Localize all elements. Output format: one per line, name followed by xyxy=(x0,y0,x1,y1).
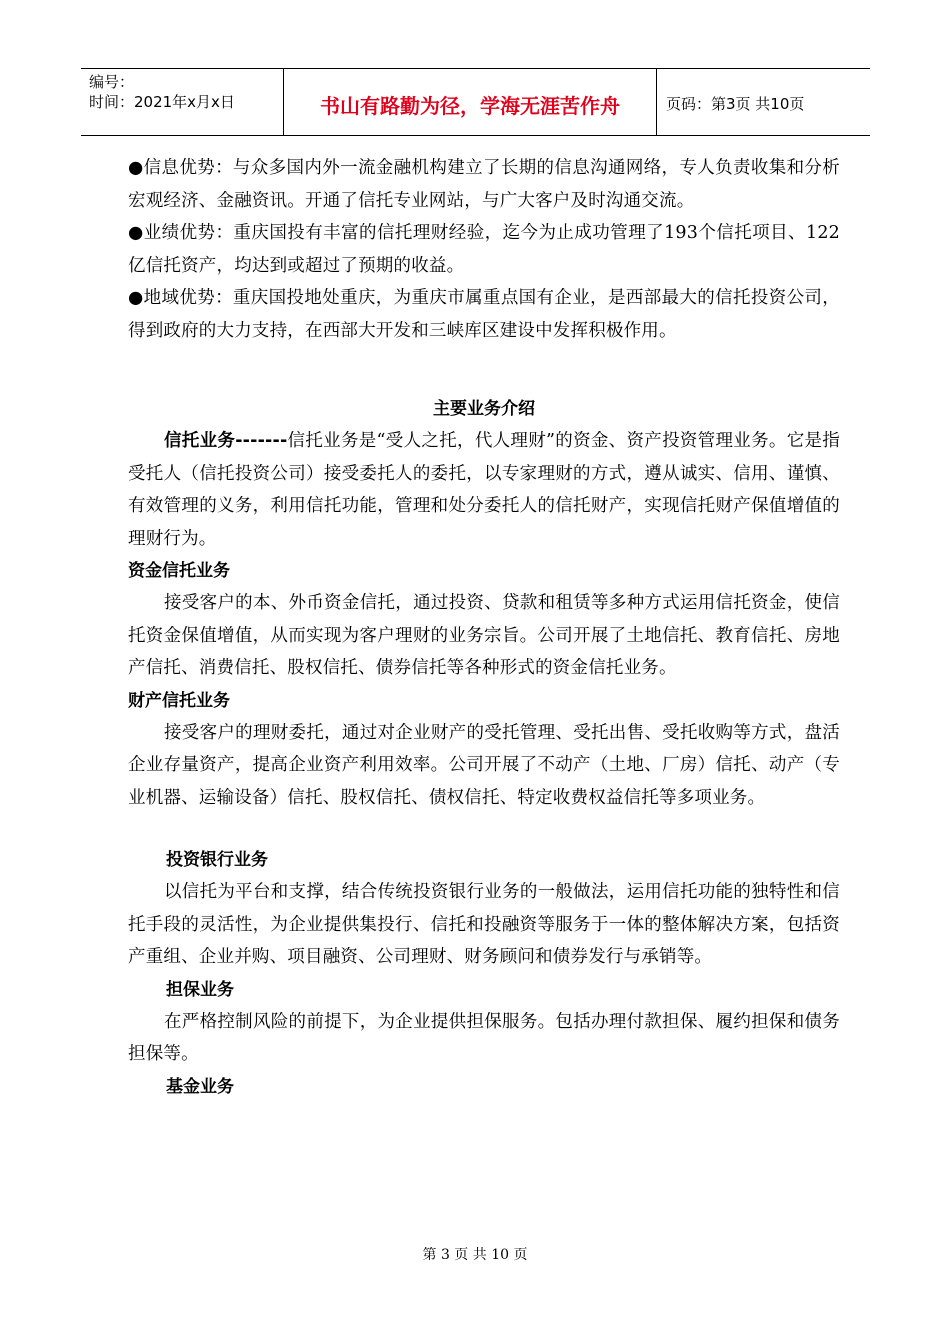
fund-business-title: 基金业务 xyxy=(166,1076,234,1097)
page-header xyxy=(81,68,870,136)
guarantee-text: 在严格控制风险的前提下，为企业提供担保服务。包括办理付款担保、履约担保和债务担保等。 xyxy=(128,1011,840,1064)
header-meta xyxy=(81,69,284,135)
section-title: 主要业务介绍 xyxy=(433,399,535,419)
trust-intro-text: 信托业务是“受人之托，代人理财”的资金、资产投资管理业务。它是指受托人（信托投资公司）接受委托人的委托，以专家理财的方式，遵从诚实、信用、谨慎、有效管理的义务，利用信托功能，管理和处分委托人的信托财产，实现信托财产保值增值的理财行为。 xyxy=(128,431,840,549)
advantage-performance: ●业绩优势：重庆国投有丰富的信托理财经验，迄今为止成功管理了193个信托项目、122亿信托资产，均达到或超过了预期的收益。 xyxy=(128,223,840,276)
time-label: 时间：2021年x月x日 xyxy=(89,93,235,111)
number-label: 编号： xyxy=(89,73,135,91)
header-page-label: 页码：第3页 共10页 xyxy=(666,94,805,113)
fund-trust-title: 资金信托业务 xyxy=(128,561,230,581)
property-trust-text: 接受客户的理财委托，通过对企业财产的受托管理、受托出售、受托收购等方式，盘活企业存量资产，提高企业资产利用效率。公司开展了不动产（土地、厂房）信托、动产（专业机器、运输设备）信托、股权信托、债权信托、特定收费权益信托等多项业务。 xyxy=(128,722,840,808)
property-trust-title: 财产信托业务 xyxy=(128,690,230,711)
document-body xyxy=(128,152,840,1103)
page-footer: 第 3 页 共 10 页 xyxy=(422,1247,528,1263)
trust-intro xyxy=(128,425,840,555)
investment-banking-title: 投资银行业务 xyxy=(166,850,268,870)
guarantee-title: 担保业务 xyxy=(166,979,234,1000)
advantage-region: ●地域优势：重庆国投地处重庆，为重庆市属重点国有企业，是西部最大的信托投资公司，得到政府的大力支持，在西部大开发和三峡库区建设中发挥积极作用。 xyxy=(128,288,840,341)
investment-banking-text: 以信托为平台和支撑，结合传统投资银行业务的一般做法，运用信托功能的独特性和信托手段的灵活性，为企业提供集投行、信托和投融资等服务于一体的整体解决方案，包括资产重组、企业并购、项目融资、公司理财、财务顾问和债券发行与承销等。 xyxy=(128,882,840,967)
fund-trust-text: 接受客户的本、外币资金信托，通过投资、贷款和租赁等多种方式运用信托资金，使信托资金保值增值，从而实现为客户理财的业务宗旨。公司开展了土地信托、教育信托、房地产信托、消费信托、股权信托、债券信托等各种形式的资金信托业务。 xyxy=(128,593,840,678)
trust-intro-label: 信托业务------- xyxy=(164,431,288,451)
header-motto: 书山有路勤为径，学海无涯苦作舟 xyxy=(284,69,657,135)
advantage-info: ●信息优势：与众多国内外一流金融机构建立了长期的信息沟通网络，专人负责收集和分析宏观经济、金融资讯。开通了信托专业网站，与广大客户及时沟通交流。 xyxy=(128,158,840,211)
